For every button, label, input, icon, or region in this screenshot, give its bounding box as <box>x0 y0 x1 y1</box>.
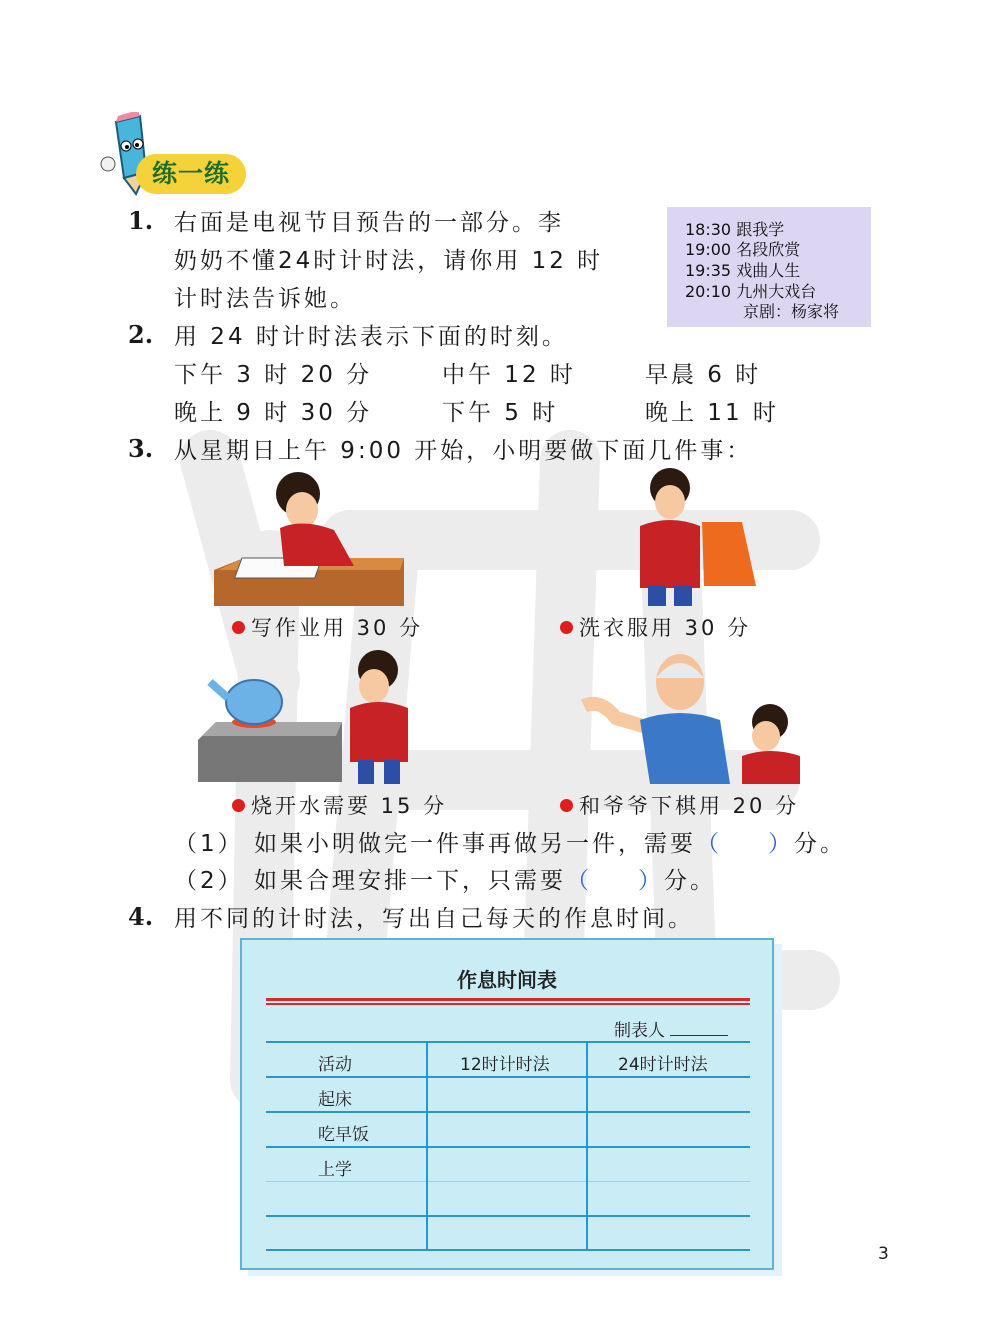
q4-prompt: 用不同的计时法，写出自己每天的作息时间。 <box>174 906 694 932</box>
bullet-icon <box>232 799 245 812</box>
tv-row: 20:10 九州大戏台 <box>685 282 817 301</box>
table-line <box>266 1181 750 1182</box>
answer-blank-close: ） <box>767 831 794 857</box>
q1-line-3: 计时法告诉她。 <box>174 286 356 312</box>
practice-badge <box>100 112 250 196</box>
table-line <box>266 1215 750 1217</box>
q2-time: 早晨 6 时 <box>645 362 762 388</box>
answer-blank-open: （ <box>695 831 722 857</box>
tv-row: 19:00 名段欣赏 <box>685 240 801 259</box>
table-line <box>266 1041 750 1043</box>
table-line <box>266 1249 750 1251</box>
tv-schedule-box <box>667 207 871 327</box>
table-header: 12时计时法 <box>460 1055 550 1075</box>
table-header: 24时计时法 <box>618 1055 708 1075</box>
question-3-number: 3. <box>128 434 154 463</box>
table-header: 活动 <box>318 1055 352 1075</box>
laundry-illustration <box>630 468 760 606</box>
table-col-line <box>586 1041 588 1251</box>
table-line <box>266 1146 750 1148</box>
table-line <box>266 1111 750 1113</box>
bullet-icon <box>560 621 573 634</box>
answer-blank-open: （ <box>565 868 592 894</box>
table-row-activity: 起床 <box>318 1090 352 1110</box>
q3-subquestion-1: （1） 如果小明做完一件事再做另一件，需要（ ）分。 <box>174 831 846 857</box>
q2-time: 中午 12 时 <box>442 362 576 388</box>
bullet-icon <box>232 621 245 634</box>
question-1-number: 1. <box>128 206 154 235</box>
task-caption: 烧开水需要 15 分 <box>232 790 447 820</box>
task-caption: 写作业用 30 分 <box>232 612 423 642</box>
q3-prompt: 从星期日上午 9:00 开始，小明要做下面几件事： <box>174 438 753 464</box>
q3-subquestion-2: （2） 如果合理安排一下，只需要（ ）分。 <box>174 868 716 894</box>
table-rule <box>266 1003 750 1005</box>
page-number: 3 <box>878 1244 889 1264</box>
q2-time: 晚上 11 时 <box>645 400 779 426</box>
table-col-line <box>426 1041 428 1251</box>
maker-blank[interactable] <box>670 1035 728 1036</box>
tv-row: 18:30 跟我学 <box>685 220 785 239</box>
q2-time: 晚上 9 时 30 分 <box>174 400 373 426</box>
practice-badge-label: 练一练 <box>136 154 246 194</box>
grandpa-chess-illustration <box>580 648 806 784</box>
question-2-number: 2. <box>128 320 154 349</box>
boiling-water-illustration <box>198 646 422 784</box>
question-4-number: 4. <box>128 902 154 931</box>
table-row-activity: 上学 <box>318 1160 352 1180</box>
table-rule <box>266 998 750 1001</box>
task-caption: 和爷爷下棋用 20 分 <box>560 790 799 820</box>
q2-time: 下午 3 时 20 分 <box>174 362 373 388</box>
schedule-table-title: 作息时间表 <box>457 968 557 992</box>
answer-blank-close: ） <box>637 868 664 894</box>
table-line <box>266 1076 750 1078</box>
q1-line-2: 奶奶不懂24时计时法，请你用 12 时 <box>174 248 604 274</box>
schedule-table <box>240 938 774 1270</box>
bullet-icon <box>560 799 573 812</box>
q1-line-1: 右面是电视节目预告的一部分。李 <box>174 210 564 236</box>
q2-prompt: 用 24 时计时法表示下面的时刻。 <box>174 324 568 350</box>
q2-time: 下午 5 时 <box>442 400 559 426</box>
homework-illustration <box>214 470 404 606</box>
tv-row: 19:35 戏曲人生 <box>685 261 801 280</box>
maker-label: 制表人 <box>614 1016 728 1041</box>
table-row-activity: 吃早饭 <box>318 1125 369 1145</box>
task-caption: 洗衣服用 30 分 <box>560 612 751 642</box>
tv-row: 京剧：杨家将 <box>743 302 840 321</box>
